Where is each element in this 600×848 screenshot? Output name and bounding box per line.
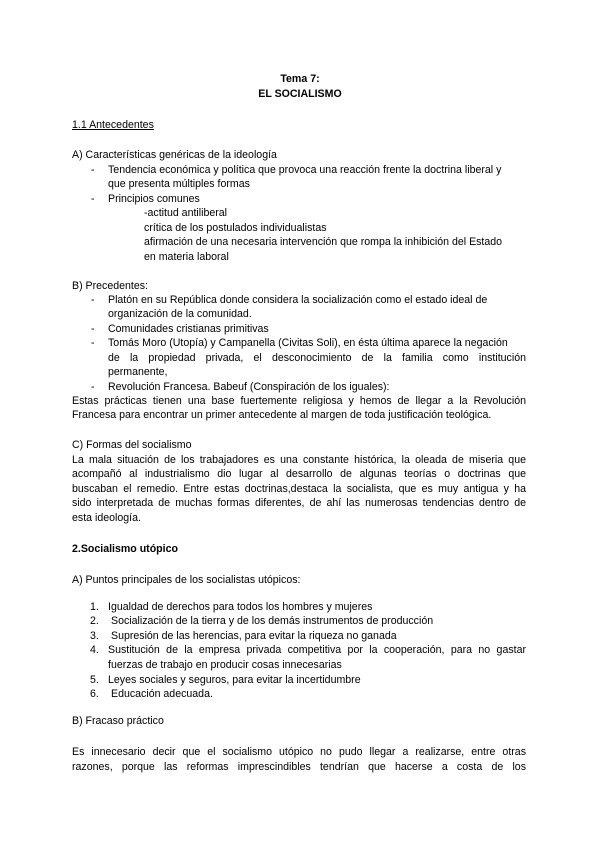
bullet-dash: - bbox=[91, 337, 95, 349]
sub-bullet-text: -actitud antiliberal bbox=[144, 207, 228, 219]
bullet-text: Principios comunes bbox=[108, 193, 200, 205]
paragraph-line: Es innecesario decir que el socialismo utópico no pudo llegar a realizarse, entre otras bbox=[72, 746, 526, 758]
bullet-text: Revolución Francesa. Babeuf (Conspiración de los iguales): bbox=[108, 381, 390, 393]
list-item: Socialización de la tierra y de los demás instrumentos de producción bbox=[111, 615, 434, 627]
section-2-heading: 2.Socialismo utópico bbox=[72, 543, 178, 555]
paragraph-line: Francesa para encontrar un primer antecedente al margen de toda justificación teológica. bbox=[72, 409, 492, 421]
bullet-text: permanente, bbox=[108, 366, 168, 378]
bullet-text: Comunidades cristianas primitivas bbox=[108, 323, 269, 335]
paragraph-line: acompañó al industrialismo dio lugar al desarrollo de algunas teorías o doctrinas que bbox=[72, 468, 526, 480]
bullet-text: Platón en su República donde considera la socialización como el estado ideal de bbox=[108, 294, 488, 306]
bullet-dash: - bbox=[91, 381, 95, 393]
paragraph-line: La mala situación de los trabajadores es una constante histórica, la oleada de miseria que bbox=[72, 454, 526, 466]
subsection-a-heading: A) Características genéricas de la ideología bbox=[72, 149, 277, 161]
sub-bullet-text: afirmación de una necesaria intervención que rompa la inhibición del Estado bbox=[144, 236, 503, 248]
topic-number: Tema 7: bbox=[280, 73, 320, 85]
list-item: Supresión de las herencias, para evitar la riqueza no ganada bbox=[111, 630, 397, 642]
bullet-dash: - bbox=[91, 193, 95, 205]
paragraph-line: sido interpretada de muchas formas diferentes, de ahí las numerosas tendencias dentro de bbox=[72, 497, 526, 509]
list-number: 6. bbox=[90, 688, 99, 700]
paragraph-line: Estas prácticas tienen una base fuertemente religiosa y hemos de llegar a la Revolución bbox=[72, 395, 526, 407]
paragraph-line: buscaban el remedio. Entre estas doctrinas,destaca la socialista, que es muy antigua y ha bbox=[72, 483, 526, 495]
bullet-dash: - bbox=[91, 323, 95, 335]
bullet-dash: - bbox=[91, 164, 95, 176]
sub-bullet-text: crítica de los postulados individualistas bbox=[144, 222, 327, 234]
section-1-1-heading: 1.1 Antecedentes bbox=[72, 119, 154, 131]
list-number: 3. bbox=[90, 630, 99, 642]
list-number: 1. bbox=[90, 601, 99, 613]
subsection-c-heading: C) Formas del socialismo bbox=[72, 439, 192, 451]
bullet-text: que presenta múltiples formas bbox=[108, 178, 250, 190]
paragraph-line: razones, porque las reformas imprescindibles tendrían que hacerse a costa de los bbox=[72, 761, 526, 773]
bullet-text: Tendencia económica y política que provoca una reacción frente la doctrina liberal y bbox=[108, 164, 502, 176]
subsection-2a-heading: A) Puntos principales de los socialistas utópicos: bbox=[72, 574, 301, 586]
list-item: fuerzas de trabajo en producir cosas innecesarias bbox=[108, 659, 342, 671]
bullet-text: Tomás Moro (Utopía) y Campanella (Civitas Soli), en ésta última aparece la negación bbox=[108, 337, 508, 349]
document-title: EL SOCIALISMO bbox=[258, 88, 342, 100]
list-item: Leyes sociales y seguros, para evitar la incertidumbre bbox=[108, 674, 361, 686]
list-number: 2. bbox=[90, 615, 99, 627]
paragraph-line: esta ideología. bbox=[72, 512, 141, 524]
bullet-dash: - bbox=[91, 294, 95, 306]
subsection-b-heading: B) Precedentes: bbox=[72, 280, 148, 292]
bullet-text: de la propiedad privada, el desconocimiento de la familia como institución bbox=[108, 352, 526, 364]
list-item: Educación adecuada. bbox=[111, 688, 213, 700]
bullet-text: organización de la comunidad. bbox=[108, 308, 252, 320]
list-item: Igualdad de derechos para todos los hombres y mujeres bbox=[108, 601, 373, 613]
sub-bullet-text: en materia laboral bbox=[144, 251, 229, 263]
list-item: Sustitución de la empresa privada competitiva por la cooperación, para no gastar bbox=[108, 644, 526, 656]
subsection-2b-heading: B) Fracaso práctico bbox=[72, 715, 164, 727]
list-number: 5. bbox=[90, 674, 99, 686]
list-number: 4. bbox=[90, 644, 99, 656]
